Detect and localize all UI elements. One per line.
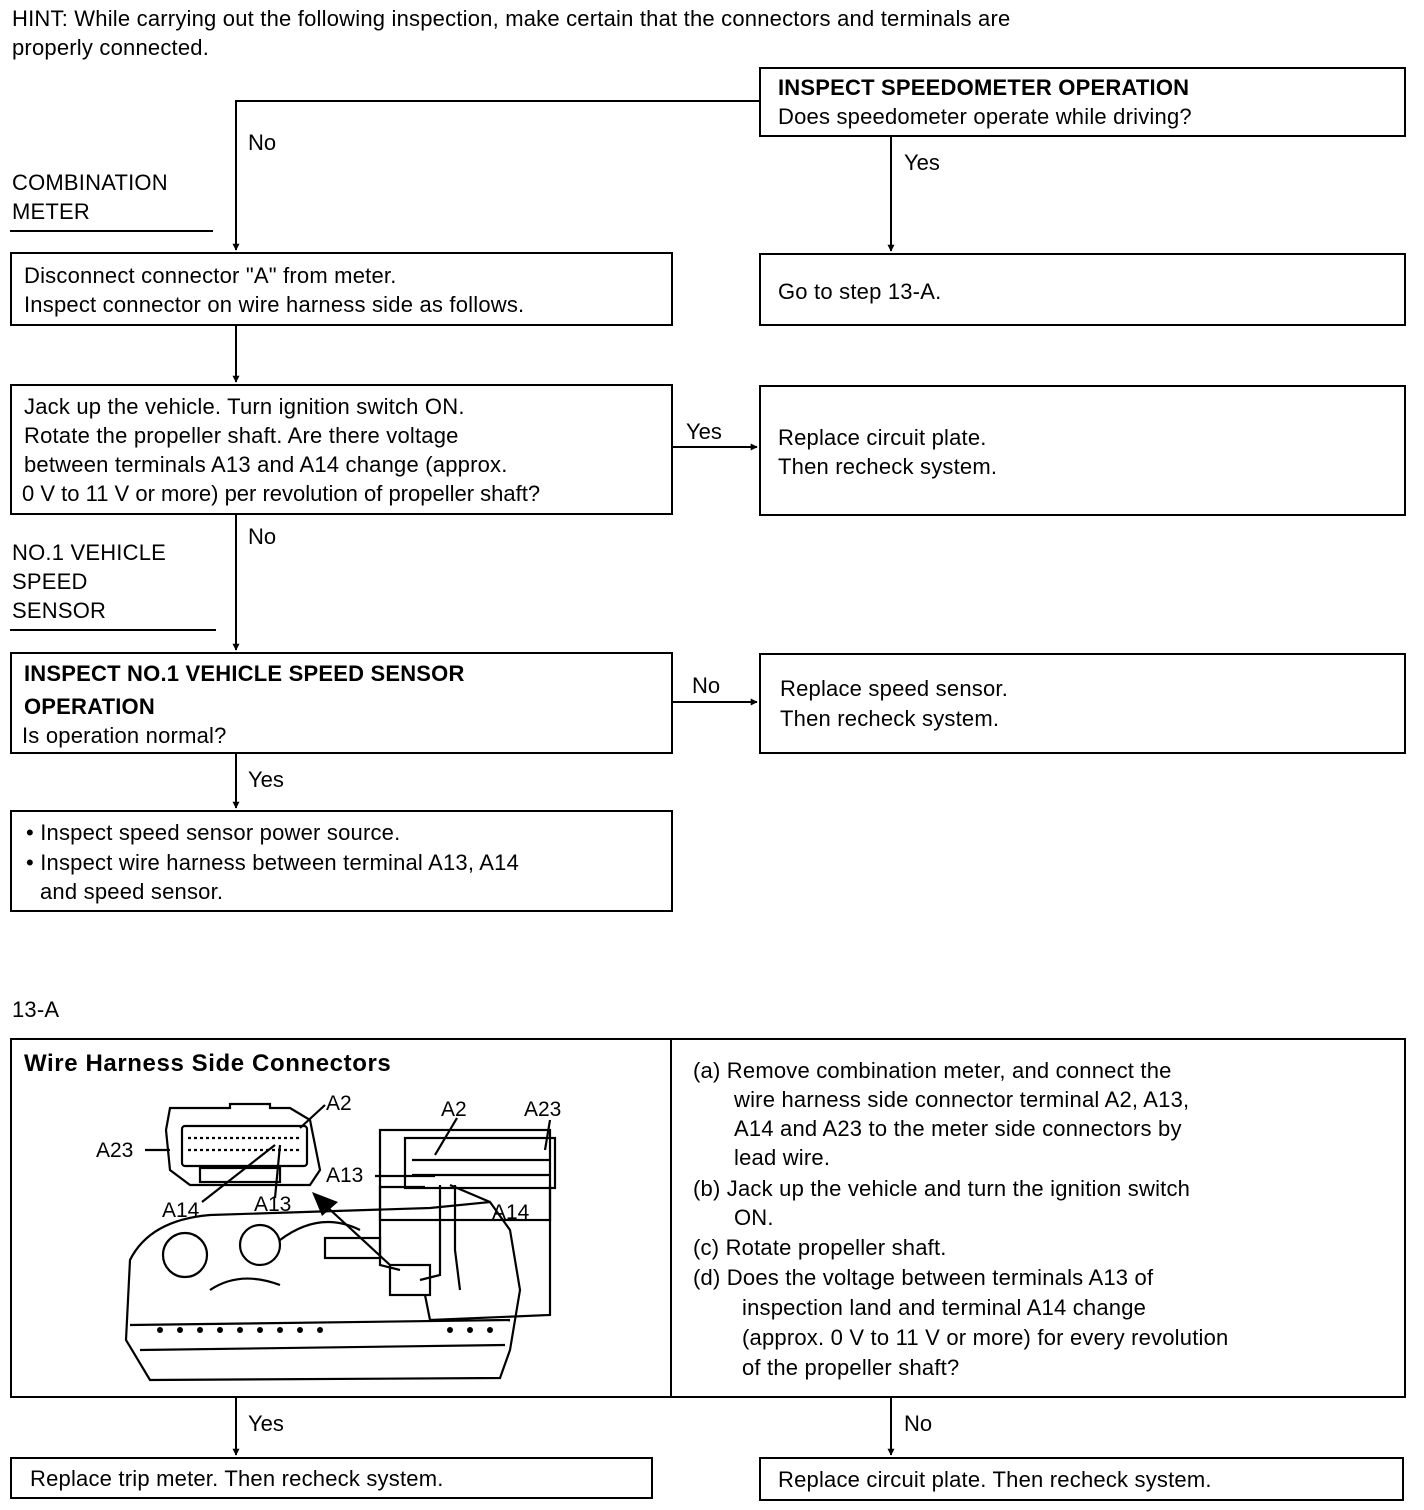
instruction-line: (a) Remove combination meter, and connect the [693, 1058, 1172, 1083]
box-text-line: Replace circuit plate. Then recheck system. [778, 1467, 1212, 1492]
arrow-speedometer-no [236, 101, 760, 250]
branch-label-yes: Yes [686, 419, 722, 444]
callout-a13: A13 [326, 1164, 364, 1187]
box-inspect-speedometer [759, 67, 1406, 137]
section-label-line: METER [12, 199, 90, 224]
box-text-line: Jack up the vehicle. Turn ignition switch ON. [24, 394, 465, 419]
callout-a14: A14 [492, 1201, 530, 1224]
callout-a2: A2 [441, 1098, 467, 1121]
branch-label-no: No [248, 130, 277, 155]
box-inspect-power-source [10, 810, 673, 912]
box-question: Is operation normal? [22, 723, 227, 748]
box-replace-trip-meter [10, 1457, 653, 1499]
callout-a2: A2 [326, 1092, 352, 1115]
box-title: INSPECT NO.1 VEHICLE SPEED SENSOR [24, 661, 465, 686]
hint-line-2: properly connected. [12, 35, 210, 60]
section-label-line: SPEED [12, 569, 88, 594]
box-disconnect-connector [10, 252, 673, 326]
callout-a13: A13 [254, 1193, 292, 1216]
box-divider [670, 1038, 672, 1398]
branch-label-yes: Yes [248, 1411, 284, 1436]
section-underline [10, 629, 216, 631]
instruction-line: inspection land and terminal A14 change [742, 1295, 1147, 1320]
step-label: 13-A [12, 997, 60, 1022]
box-title: OPERATION [24, 694, 155, 719]
callout-a23: A23 [524, 1098, 562, 1121]
section-label-combination-meter [12, 168, 168, 226]
branch-label-yes: Yes [248, 767, 284, 792]
box-text-line: Go to step 13-A. [778, 279, 942, 304]
section-underline [10, 230, 213, 232]
box-go-to-step [759, 253, 1406, 326]
box-replace-speed-sensor [759, 653, 1406, 754]
box-text-line: and speed sensor. [40, 879, 224, 904]
hint-line-1: HINT: While carrying out the following inspection, make certain that the connectors and terminals are [12, 6, 1011, 31]
meter-connector-illustration [90, 1090, 590, 1390]
instruction-line: (b) Jack up the vehicle and turn the ignition switch [693, 1176, 1191, 1201]
box-text-line: Replace circuit plate. [778, 425, 987, 450]
instruction-line: (d) Does the voltage between terminals A13 of [693, 1265, 1154, 1290]
section-label-speed-sensor [12, 538, 166, 625]
box-text-line: Inspect connector on wire harness side as follows. [24, 292, 525, 317]
section-label-line: SENSOR [12, 598, 107, 623]
instruction-line: of the propeller shaft? [742, 1355, 960, 1380]
box-text-line: Replace trip meter. Then recheck system. [30, 1466, 444, 1491]
box-text-line: • Inspect speed sensor power source. [26, 820, 401, 845]
section-label-line: COMBINATION [12, 170, 168, 195]
box-replace-circuit-plate [759, 385, 1406, 516]
box-text-line: Disconnect connector "A" from meter. [24, 263, 397, 288]
box-jack-up-vehicle [10, 384, 673, 515]
instruction-line: wire harness side connector terminal A2, A13, [734, 1087, 1190, 1112]
box-text-line: Replace speed sensor. [780, 676, 1009, 701]
callout-a14: A14 [162, 1199, 200, 1222]
box-text-line: Then recheck system. [780, 706, 1000, 731]
box-text-line: 0 V to 11 V or more) per revolution of propeller shaft? [22, 481, 541, 506]
instruction-line: (c) Rotate propeller shaft. [693, 1235, 947, 1260]
instruction-line: lead wire. [734, 1145, 831, 1170]
box-replace-circuit-plate [759, 1457, 1404, 1501]
instruction-line: ON. [734, 1205, 774, 1230]
instruction-line: A14 and A23 to the meter side connectors by [734, 1116, 1182, 1141]
branch-label-no: No [692, 673, 721, 698]
box-question: Does speedometer operate while driving? [778, 104, 1192, 129]
branch-label-no: No [248, 524, 277, 549]
box-text-line: Rotate the propeller shaft. Are there voltage [24, 423, 459, 448]
figure-title: Wire Harness Side Connectors [24, 1050, 392, 1077]
box-text-line: Then recheck system. [778, 454, 998, 479]
box-text-line: between terminals A13 and A14 change (approx. [24, 452, 508, 477]
section-label-line: NO.1 VEHICLE [12, 540, 167, 565]
box-text-line: • Inspect wire harness between terminal A13, A14 [26, 850, 520, 875]
box-title: INSPECT SPEEDOMETER OPERATION [778, 75, 1190, 100]
branch-label-yes: Yes [904, 150, 940, 175]
branch-label-no: No [904, 1411, 933, 1436]
callout-a23: A23 [96, 1139, 134, 1162]
instruction-line: (approx. 0 V to 11 V or more) for every revolution [742, 1325, 1229, 1350]
box-inspect-speed-sensor [10, 652, 673, 754]
